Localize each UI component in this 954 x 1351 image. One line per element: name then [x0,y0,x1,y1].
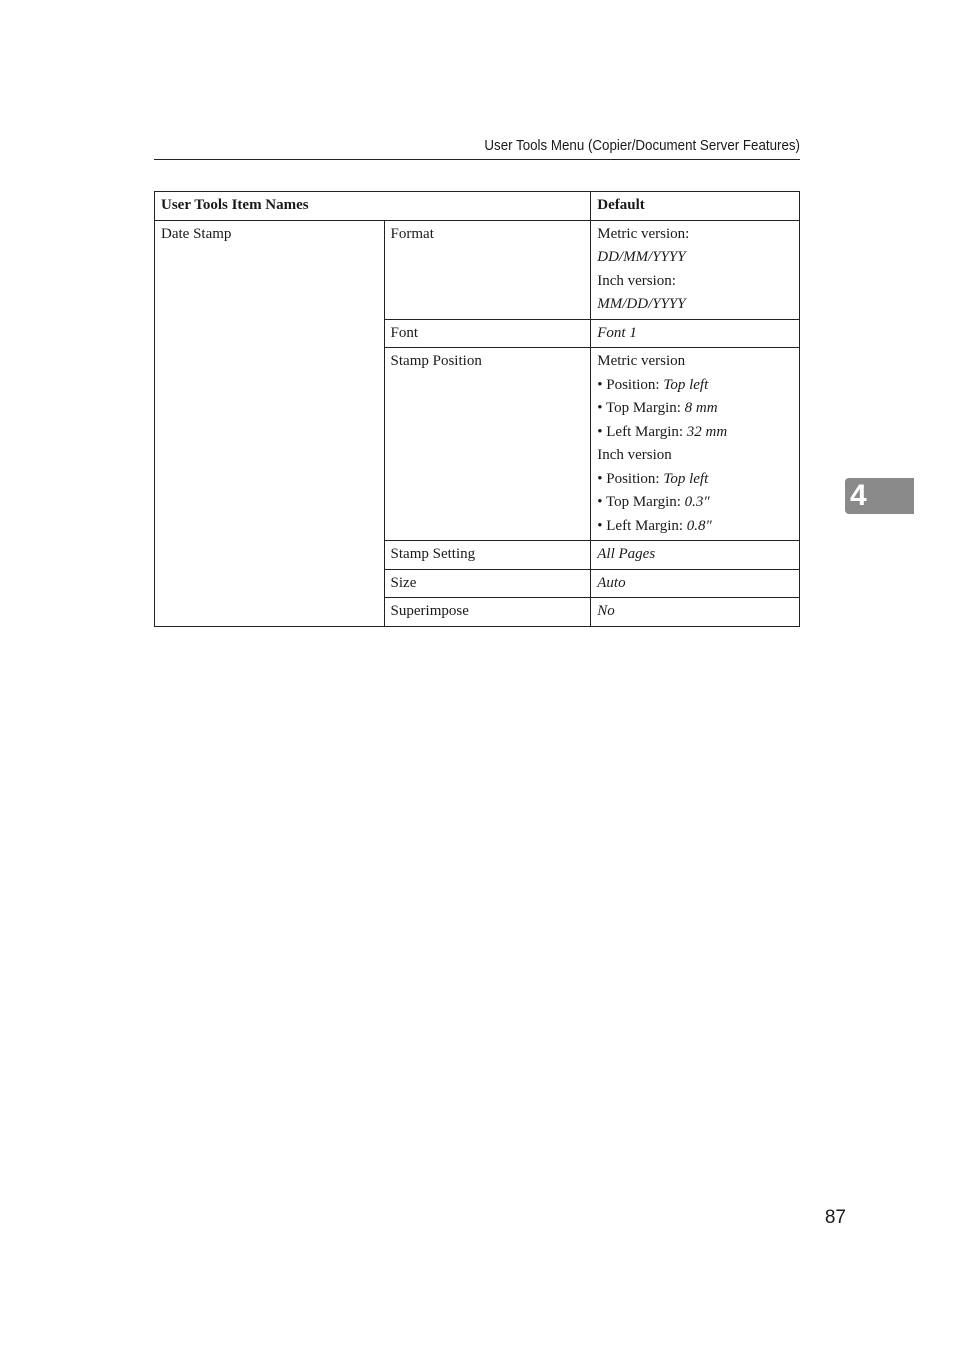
default-cell [591,569,800,598]
item-name: Stamp Setting [384,541,591,570]
table-row [155,220,800,319]
default-line-label: • Left Margin: [597,423,687,440]
group-date-stamp: Date Stamp [155,220,385,626]
header-default: Default [591,192,800,221]
default-line: Auto [597,574,626,591]
default-line-label: • Position: [597,470,664,487]
default-cell [591,220,800,319]
default-line-label: • Left Margin: [597,517,687,534]
default-line-value: 32 mm [686,423,728,440]
default-line [597,374,793,398]
default-line [597,421,793,445]
default-line-label: • Top Margin: [597,494,685,510]
default-line-value: 0.8″ [686,517,712,534]
default-line-value: Top left [663,376,709,393]
item-name: Format [384,220,591,319]
item-name: Size [384,569,591,598]
default-cell [591,319,800,348]
chapter-number: 4 [850,479,867,512]
default-line: Font 1 [597,324,637,341]
item-name: Superimpose [384,598,591,627]
default-line: Inch version [597,447,672,463]
page-number: 87 [824,1207,846,1228]
running-header: User Tools Menu (Copier/Document Server Features) [484,138,800,154]
default-cell [591,541,800,570]
default-line: Inch version: [597,272,676,289]
default-line: Metric version [597,353,686,369]
default-line: MM/DD/YYYY [597,296,686,312]
default-line [597,468,793,492]
default-line-value: 0.3″ [684,494,710,510]
header-rule [154,159,800,160]
default-line-label: • Top Margin: [597,400,685,416]
default-cell [591,348,800,541]
default-line [597,515,793,539]
default-line: DD/MM/YYYY [597,249,686,265]
default-line: No [597,603,615,619]
default-cell [591,598,800,627]
user-tools-table [154,191,800,627]
default-line: All Pages [597,546,656,562]
default-line-value: 8 mm [684,400,718,416]
default-line-label: • Position: [597,376,664,393]
default-line [597,491,793,515]
default-line-value: Top left [663,470,709,487]
item-name: Font [384,319,591,348]
default-line: Metric version: [597,225,690,242]
header-item-names: User Tools Item Names [155,192,591,221]
default-line [597,397,793,421]
item-name: Stamp Position [384,348,591,541]
chapter-tab [845,478,914,514]
table-header-row [155,192,800,221]
